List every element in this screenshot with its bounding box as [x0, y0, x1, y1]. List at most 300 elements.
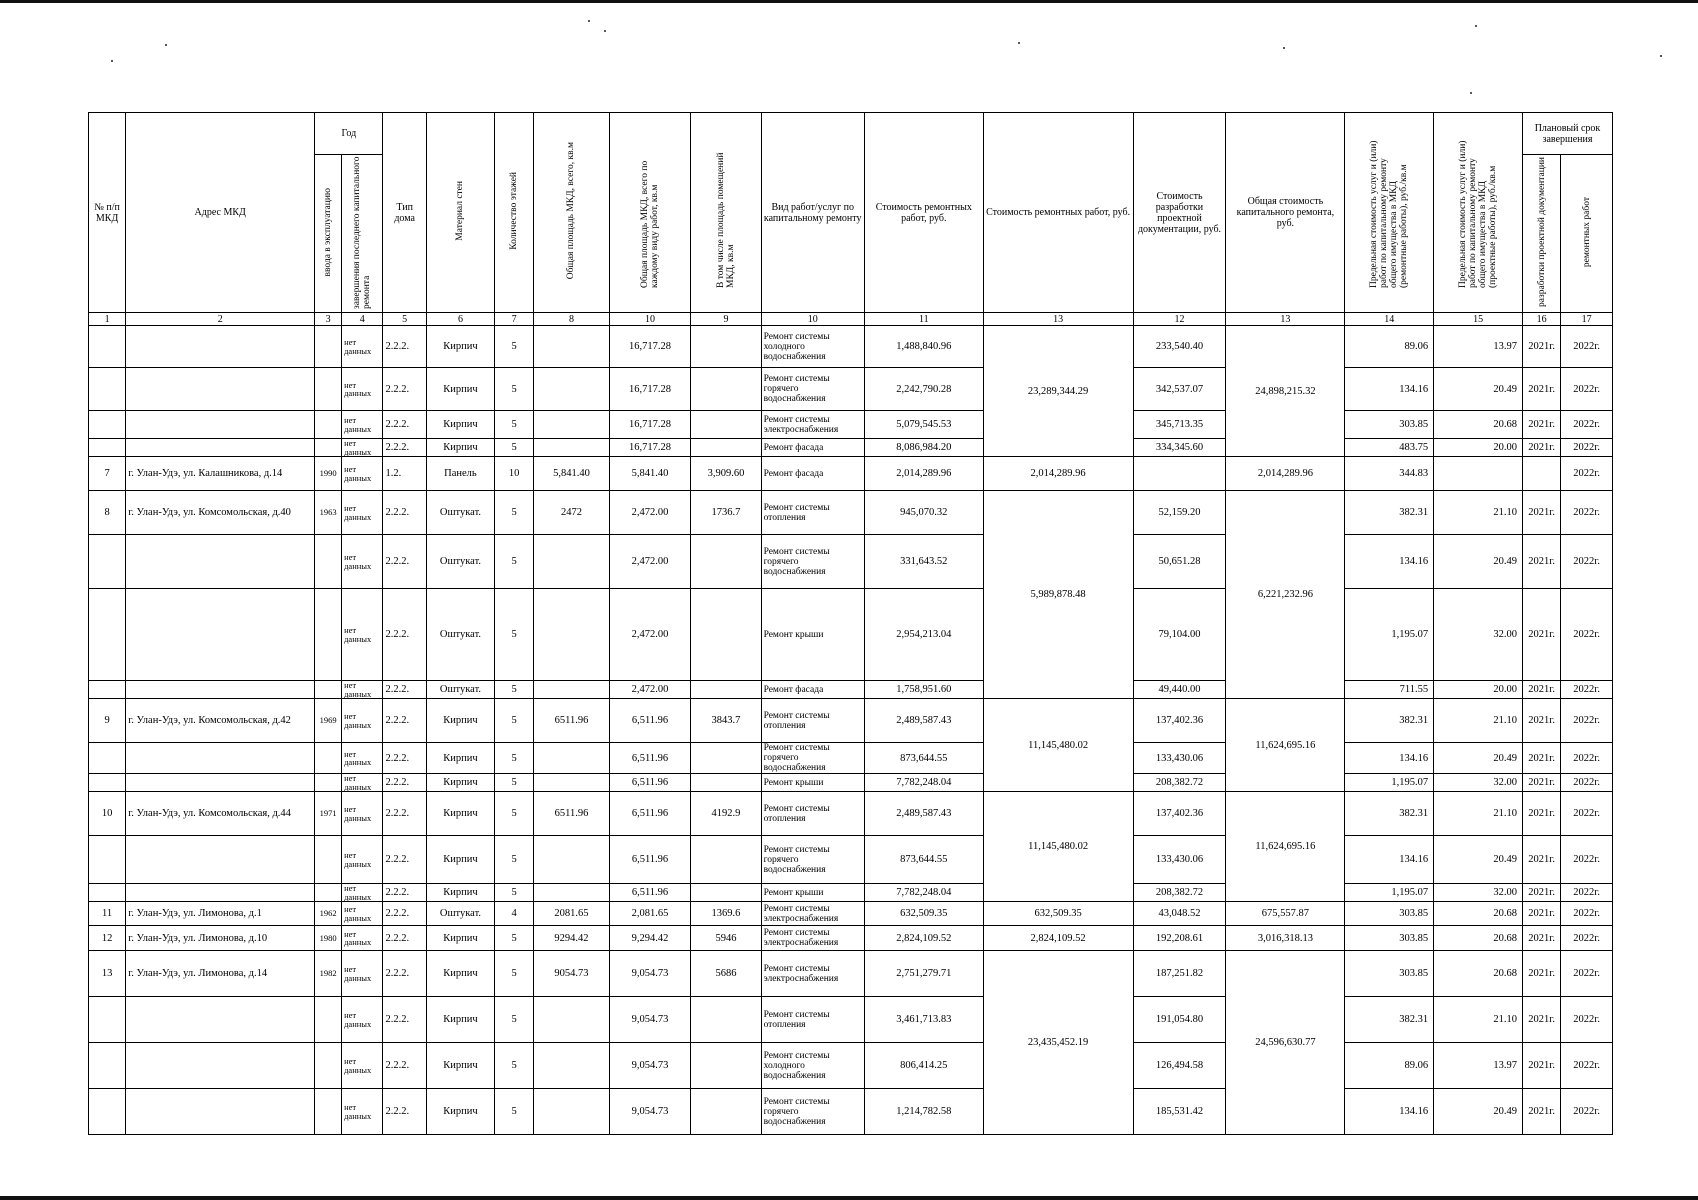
cell-address — [126, 326, 315, 368]
cell-premises-area: 3,909.60 — [691, 457, 761, 491]
cell-design-cost: 334,345.60 — [1133, 439, 1226, 457]
cell-year-commissioning: 1962 — [315, 902, 342, 926]
cell-address — [126, 997, 315, 1043]
cell-limit-design: 20.49 — [1434, 743, 1523, 774]
header-limit-design-text: Предельная стоимость услуг и (или) работ по капитальному ремонту общего имущества в МКД (проектные работы), руб./кв.м — [1458, 140, 1499, 288]
cell-limit-repair: 382.31 — [1345, 997, 1434, 1043]
cell-limit-design: 20.49 — [1434, 1089, 1523, 1135]
cell-limit-design: 21.10 — [1434, 699, 1523, 743]
cell-total-cost: 6,221,232.96 — [1226, 491, 1345, 699]
cell-total-area — [534, 836, 609, 884]
header-design-cost: Стоимость разработки проектной документации, руб. — [1133, 113, 1226, 313]
cell-area-by-work: 6,511.96 — [609, 774, 691, 792]
cell-repair-cost: 1,488,840.96 — [864, 326, 983, 368]
cell-planned-repair: 2022г. — [1561, 681, 1613, 699]
cell-year-commissioning — [315, 589, 342, 681]
cell-num — [89, 997, 126, 1043]
cell-design-cost: 187,251.82 — [1133, 951, 1226, 997]
cell-wall-material: Кирпич — [426, 699, 494, 743]
cell-wall-material: Кирпич — [426, 743, 494, 774]
header-work-type: Вид работ/услуг по капитальному ремонту — [761, 113, 864, 313]
cell-design-cost: 43,048.52 — [1133, 902, 1226, 926]
header-limit-design — [1434, 113, 1523, 313]
table-row — [89, 439, 1613, 457]
cell-planned-repair: 2022г. — [1561, 884, 1613, 902]
cell-planned-repair: 2022г. — [1561, 491, 1613, 535]
header-repair-cost-total: Стоимость ремонтных работ, руб. — [983, 113, 1133, 313]
column-number: 7 — [495, 313, 534, 326]
cell-premises-area — [691, 368, 761, 411]
header-total-cost: Общая стоимость капитального ремонта, руб. — [1226, 113, 1345, 313]
header-house-type: Тип дома — [383, 113, 426, 313]
cell-limit-design: 20.00 — [1434, 439, 1523, 457]
cell-house-type: 2.2.2. — [383, 902, 426, 926]
cell-floors: 5 — [495, 491, 534, 535]
cell-work-type: Ремонт фасада — [761, 457, 864, 491]
cell-year-commissioning: 1969 — [315, 699, 342, 743]
cell-total-area — [534, 326, 609, 368]
cell-limit-repair: 344.83 — [1345, 457, 1434, 491]
cell-premises-area — [691, 1089, 761, 1135]
cell-house-type: 2.2.2. — [383, 439, 426, 457]
cell-year-commissioning — [315, 439, 342, 457]
cell-total-area: 6511.96 — [534, 699, 609, 743]
cell-house-type: 2.2.2. — [383, 411, 426, 439]
cell-limit-design: 13.97 — [1434, 1043, 1523, 1089]
cell-premises-area — [691, 836, 761, 884]
cell-total-area — [534, 774, 609, 792]
cell-limit-repair: 711.55 — [1345, 681, 1434, 699]
header-total-area — [534, 113, 609, 313]
cell-address — [126, 535, 315, 589]
cell-design-cost: 133,430.06 — [1133, 743, 1226, 774]
cell-total-area: 2081.65 — [534, 902, 609, 926]
cell-wall-material: Кирпич — [426, 411, 494, 439]
cell-repair-cost-total: 5,989,878.48 — [983, 491, 1133, 699]
cell-repair-cost-total: 23,435,452.19 — [983, 951, 1133, 1135]
cell-total-cost: 3,016,318.13 — [1226, 926, 1345, 951]
column-number: 2 — [126, 313, 315, 326]
cell-design-cost: 192,208.61 — [1133, 926, 1226, 951]
cell-total-area — [534, 884, 609, 902]
column-number: 16 — [1522, 313, 1560, 326]
cell-area-by-work: 6,511.96 — [609, 836, 691, 884]
cell-planned-design: 2021г. — [1522, 951, 1560, 997]
cell-year-commissioning — [315, 1089, 342, 1135]
cell-num: 7 — [89, 457, 126, 491]
cell-address — [126, 1089, 315, 1135]
cell-wall-material: Кирпич — [426, 926, 494, 951]
cell-wall-material: Кирпич — [426, 368, 494, 411]
table-body — [89, 326, 1613, 1135]
header-year-last-repair-text: завершения последнего капитального ремонта — [352, 156, 373, 309]
cell-repair-cost: 806,414.25 — [864, 1043, 983, 1089]
cell-premises-area — [691, 774, 761, 792]
cell-area-by-work: 6,511.96 — [609, 792, 691, 836]
cell-work-type: Ремонт системы электроснабжения — [761, 951, 864, 997]
cell-premises-area — [691, 535, 761, 589]
cell-area-by-work: 9,294.42 — [609, 926, 691, 951]
column-number: 8 — [534, 313, 609, 326]
cell-work-type: Ремонт системы электроснабжения — [761, 411, 864, 439]
cell-design-cost: 345,713.35 — [1133, 411, 1226, 439]
table-row — [89, 589, 1613, 681]
cell-year-last-repair: нет данных — [342, 902, 383, 926]
scan-speck — [1018, 42, 1020, 44]
cell-repair-cost: 2,014,289.96 — [864, 457, 983, 491]
cell-design-cost: 233,540.40 — [1133, 326, 1226, 368]
cell-limit-repair: 1,195.07 — [1345, 884, 1434, 902]
cell-planned-repair: 2022г. — [1561, 774, 1613, 792]
cell-address: г. Улан-Удэ, ул. Комсомольская, д.42 — [126, 699, 315, 743]
header-area-by-work — [609, 113, 691, 313]
cell-wall-material: Оштукат. — [426, 589, 494, 681]
cell-planned-repair: 2022г. — [1561, 792, 1613, 836]
cell-limit-design: 20.68 — [1434, 926, 1523, 951]
cell-repair-cost: 8,086,984.20 — [864, 439, 983, 457]
cell-limit-repair: 89.06 — [1345, 1043, 1434, 1089]
cell-wall-material: Кирпич — [426, 884, 494, 902]
header-limit-repair-text: Предельная стоимость услуг и (или) работ по капитальному ремонту общего имущества в МКД (ремонтные работы), руб./кв.м — [1369, 140, 1410, 288]
header-wall-material-text: Материал стен — [455, 181, 466, 241]
cell-wall-material: Кирпич — [426, 836, 494, 884]
cell-year-last-repair: нет данных — [342, 439, 383, 457]
cell-total-area — [534, 439, 609, 457]
cell-wall-material: Оштукат. — [426, 535, 494, 589]
cell-floors: 5 — [495, 589, 534, 681]
column-number: 17 — [1561, 313, 1613, 326]
cell-work-type: Ремонт системы горячего водоснабжения — [761, 836, 864, 884]
cell-planned-design: 2021г. — [1522, 902, 1560, 926]
cell-year-commissioning — [315, 535, 342, 589]
cell-address: г. Улан-Удэ, ул. Комсомольская, д.44 — [126, 792, 315, 836]
cell-repair-cost: 2,751,279.71 — [864, 951, 983, 997]
cell-design-cost: 185,531.42 — [1133, 1089, 1226, 1135]
cell-area-by-work: 2,081.65 — [609, 902, 691, 926]
table-row — [89, 902, 1613, 926]
cell-address — [126, 884, 315, 902]
cell-repair-cost: 5,079,545.53 — [864, 411, 983, 439]
cell-house-type: 2.2.2. — [383, 774, 426, 792]
cell-year-commissioning — [315, 411, 342, 439]
cell-premises-area — [691, 681, 761, 699]
cell-repair-cost: 873,644.55 — [864, 836, 983, 884]
cell-address — [126, 368, 315, 411]
cell-num: 13 — [89, 951, 126, 997]
cell-work-type: Ремонт фасада — [761, 439, 864, 457]
cell-floors: 5 — [495, 926, 534, 951]
cell-num — [89, 589, 126, 681]
cell-premises-area — [691, 1043, 761, 1089]
cell-premises-area: 5686 — [691, 951, 761, 997]
cell-year-last-repair: нет данных — [342, 1043, 383, 1089]
cell-floors: 5 — [495, 535, 534, 589]
cell-year-commissioning — [315, 1043, 342, 1089]
cell-repair-cost: 632,509.35 — [864, 902, 983, 926]
cell-floors: 4 — [495, 902, 534, 926]
cell-planned-repair: 2022г. — [1561, 368, 1613, 411]
cell-house-type: 2.2.2. — [383, 368, 426, 411]
cell-work-type: Ремонт системы отопления — [761, 491, 864, 535]
cell-planned-design: 2021г. — [1522, 884, 1560, 902]
cell-repair-cost: 2,242,790.28 — [864, 368, 983, 411]
cell-planned-design: 2021г. — [1522, 681, 1560, 699]
cell-address: г. Улан-Удэ, ул. Лимонова, д.10 — [126, 926, 315, 951]
column-number: 13 — [983, 313, 1133, 326]
cell-year-commissioning — [315, 681, 342, 699]
header-year-last-repair — [342, 155, 383, 313]
cell-floors: 5 — [495, 699, 534, 743]
cell-work-type: Ремонт крыши — [761, 589, 864, 681]
cell-year-last-repair: нет данных — [342, 491, 383, 535]
cell-total-area: 9294.42 — [534, 926, 609, 951]
cell-num — [89, 743, 126, 774]
cell-work-type: Ремонт системы отопления — [761, 699, 864, 743]
cell-area-by-work: 6,511.96 — [609, 743, 691, 774]
cell-floors: 5 — [495, 368, 534, 411]
cell-repair-cost-total: 11,145,480.02 — [983, 792, 1133, 902]
cell-limit-repair: 1,195.07 — [1345, 589, 1434, 681]
cell-total-area — [534, 589, 609, 681]
cell-year-commissioning: 1982 — [315, 951, 342, 997]
cell-premises-area — [691, 884, 761, 902]
cell-address: г. Улан-Удэ, ул. Калашникова, д.14 — [126, 457, 315, 491]
cell-premises-area — [691, 997, 761, 1043]
column-number: 12 — [1133, 313, 1226, 326]
scan-speck — [1283, 47, 1285, 49]
repair-program-table — [88, 112, 1613, 1135]
cell-total-area: 5,841.40 — [534, 457, 609, 491]
cell-limit-repair: 303.85 — [1345, 902, 1434, 926]
cell-floors: 5 — [495, 439, 534, 457]
scan-speck — [111, 60, 113, 62]
cell-repair-cost-total: 632,509.35 — [983, 902, 1133, 926]
cell-repair-cost-total: 2,014,289.96 — [983, 457, 1133, 491]
cell-year-commissioning — [315, 997, 342, 1043]
cell-floors: 5 — [495, 1089, 534, 1135]
header-wall-material — [426, 113, 494, 313]
cell-wall-material: Оштукат. — [426, 681, 494, 699]
cell-limit-repair: 382.31 — [1345, 792, 1434, 836]
cell-floors: 5 — [495, 1043, 534, 1089]
cell-work-type: Ремонт крыши — [761, 884, 864, 902]
cell-planned-design: 2021г. — [1522, 1043, 1560, 1089]
column-number: 3 — [315, 313, 342, 326]
cell-repair-cost: 2,824,109.52 — [864, 926, 983, 951]
cell-wall-material: Кирпич — [426, 774, 494, 792]
cell-total-area: 2472 — [534, 491, 609, 535]
cell-year-commissioning — [315, 368, 342, 411]
scan-top-edge — [0, 0, 1698, 3]
cell-address — [126, 439, 315, 457]
cell-num — [89, 326, 126, 368]
cell-house-type: 2.2.2. — [383, 836, 426, 884]
cell-address: г. Улан-Удэ, ул. Лимонова, д.14 — [126, 951, 315, 997]
cell-house-type: 2.2.2. — [383, 792, 426, 836]
cell-total-area: 6511.96 — [534, 792, 609, 836]
cell-floors: 5 — [495, 792, 534, 836]
cell-year-last-repair: нет данных — [342, 457, 383, 491]
cell-limit-repair: 303.85 — [1345, 926, 1434, 951]
cell-repair-cost-total: 23,289,344.29 — [983, 326, 1133, 457]
cell-work-type: Ремонт системы холодного водоснабжения — [761, 326, 864, 368]
cell-area-by-work: 9,054.73 — [609, 1089, 691, 1135]
cell-repair-cost: 7,782,248.04 — [864, 774, 983, 792]
scan-speck — [1475, 25, 1477, 27]
cell-floors: 5 — [495, 951, 534, 997]
table-row — [89, 926, 1613, 951]
cell-repair-cost: 873,644.55 — [864, 743, 983, 774]
cell-area-by-work: 5,841.40 — [609, 457, 691, 491]
cell-planned-design — [1522, 457, 1560, 491]
column-number: 14 — [1345, 313, 1434, 326]
cell-limit-repair: 483.75 — [1345, 439, 1434, 457]
cell-wall-material: Панель — [426, 457, 494, 491]
table-row — [89, 997, 1613, 1043]
cell-design-cost: 49,440.00 — [1133, 681, 1226, 699]
cell-limit-design: 21.10 — [1434, 491, 1523, 535]
cell-limit-design: 20.00 — [1434, 681, 1523, 699]
cell-planned-repair: 2022г. — [1561, 411, 1613, 439]
cell-planned-design: 2021г. — [1522, 997, 1560, 1043]
cell-house-type: 2.2.2. — [383, 589, 426, 681]
cell-planned-design: 2021г. — [1522, 1089, 1560, 1135]
cell-house-type: 2.2.2. — [383, 491, 426, 535]
header-year-commissioning-text: ввода в эксплуатацию — [323, 187, 334, 277]
cell-limit-design: 20.68 — [1434, 411, 1523, 439]
table-row — [89, 884, 1613, 902]
cell-total-cost: 11,624,695.16 — [1226, 699, 1345, 792]
cell-premises-area: 3843.7 — [691, 699, 761, 743]
cell-limit-repair: 134.16 — [1345, 836, 1434, 884]
cell-house-type: 2.2.2. — [383, 951, 426, 997]
cell-limit-repair: 382.31 — [1345, 699, 1434, 743]
table-row — [89, 743, 1613, 774]
cell-planned-design: 2021г. — [1522, 326, 1560, 368]
cell-wall-material: Кирпич — [426, 997, 494, 1043]
cell-house-type: 2.2.2. — [383, 699, 426, 743]
cell-total-area — [534, 411, 609, 439]
cell-total-area — [534, 743, 609, 774]
cell-num — [89, 368, 126, 411]
header-address: Адрес МКД — [126, 113, 315, 313]
cell-repair-cost: 2,489,587.43 — [864, 792, 983, 836]
cell-work-type: Ремонт системы электроснабжения — [761, 902, 864, 926]
header-year: Год — [315, 113, 383, 155]
cell-planned-repair: 2022г. — [1561, 699, 1613, 743]
cell-wall-material: Кирпич — [426, 1089, 494, 1135]
cell-premises-area: 5946 — [691, 926, 761, 951]
cell-total-area — [534, 681, 609, 699]
cell-year-last-repair: нет данных — [342, 681, 383, 699]
header-limit-repair — [1345, 113, 1434, 313]
cell-planned-repair: 2022г. — [1561, 589, 1613, 681]
table-row — [89, 368, 1613, 411]
table-row — [89, 1043, 1613, 1089]
cell-house-type: 1.2. — [383, 457, 426, 491]
cell-limit-repair: 303.85 — [1345, 411, 1434, 439]
cell-house-type: 2.2.2. — [383, 1089, 426, 1135]
cell-work-type: Ремонт системы отопления — [761, 792, 864, 836]
cell-planned-repair: 2022г. — [1561, 951, 1613, 997]
cell-limit-design: 20.49 — [1434, 836, 1523, 884]
cell-repair-cost: 1,758,951.60 — [864, 681, 983, 699]
cell-wall-material: Кирпич — [426, 1043, 494, 1089]
cell-address — [126, 681, 315, 699]
cell-year-commissioning — [315, 884, 342, 902]
cell-address — [126, 589, 315, 681]
table-row — [89, 457, 1613, 491]
cell-repair-cost: 2,489,587.43 — [864, 699, 983, 743]
cell-repair-cost: 3,461,713.83 — [864, 997, 983, 1043]
cell-design-cost: 133,430.06 — [1133, 836, 1226, 884]
header-year-commissioning — [315, 155, 342, 313]
header-num: № п/п МКД — [89, 113, 126, 313]
cell-area-by-work: 2,472.00 — [609, 681, 691, 699]
cell-house-type: 2.2.2. — [383, 1043, 426, 1089]
cell-premises-area — [691, 411, 761, 439]
cell-work-type: Ремонт системы горячего водоснабжения — [761, 368, 864, 411]
cell-limit-design: 20.68 — [1434, 902, 1523, 926]
cell-num — [89, 774, 126, 792]
cell-planned-repair: 2022г. — [1561, 535, 1613, 589]
table-row — [89, 326, 1613, 368]
cell-planned-repair: 2022г. — [1561, 902, 1613, 926]
cell-planned-repair: 2022г. — [1561, 457, 1613, 491]
cell-planned-design: 2021г. — [1522, 836, 1560, 884]
cell-area-by-work: 9,054.73 — [609, 1043, 691, 1089]
cell-work-type: Ремонт системы отопления — [761, 997, 864, 1043]
header-planned-design-text: разработки проектной документации — [1536, 157, 1547, 307]
cell-floors: 5 — [495, 774, 534, 792]
cell-planned-repair: 2022г. — [1561, 1043, 1613, 1089]
cell-house-type: 2.2.2. — [383, 535, 426, 589]
cell-address — [126, 411, 315, 439]
cell-premises-area — [691, 589, 761, 681]
cell-num — [89, 439, 126, 457]
cell-planned-design: 2021г. — [1522, 491, 1560, 535]
cell-total-area: 9054.73 — [534, 951, 609, 997]
cell-year-last-repair: нет данных — [342, 926, 383, 951]
header-floors — [495, 113, 534, 313]
cell-design-cost: 208,382.72 — [1133, 774, 1226, 792]
cell-wall-material: Оштукат. — [426, 491, 494, 535]
cell-design-cost: 191,054.80 — [1133, 997, 1226, 1043]
cell-year-last-repair: нет данных — [342, 951, 383, 997]
cell-work-type: Ремонт фасада — [761, 681, 864, 699]
column-number: 5 — [383, 313, 426, 326]
cell-num: 12 — [89, 926, 126, 951]
table-header — [89, 113, 1613, 326]
cell-year-commissioning — [315, 774, 342, 792]
cell-design-cost: 137,402.36 — [1133, 699, 1226, 743]
cell-wall-material: Кирпич — [426, 439, 494, 457]
cell-design-cost: 342,537.07 — [1133, 368, 1226, 411]
column-number: 1 — [89, 313, 126, 326]
cell-year-commissioning — [315, 743, 342, 774]
cell-design-cost: 52,159.20 — [1133, 491, 1226, 535]
cell-year-last-repair: нет данных — [342, 411, 383, 439]
cell-design-cost: 79,104.00 — [1133, 589, 1226, 681]
table-row — [89, 411, 1613, 439]
header-premises-area — [691, 113, 761, 313]
cell-year-commissioning — [315, 836, 342, 884]
cell-limit-repair: 89.06 — [1345, 326, 1434, 368]
header-planned-design — [1522, 155, 1560, 313]
cell-premises-area — [691, 326, 761, 368]
cell-year-commissioning: 1963 — [315, 491, 342, 535]
cell-num — [89, 884, 126, 902]
